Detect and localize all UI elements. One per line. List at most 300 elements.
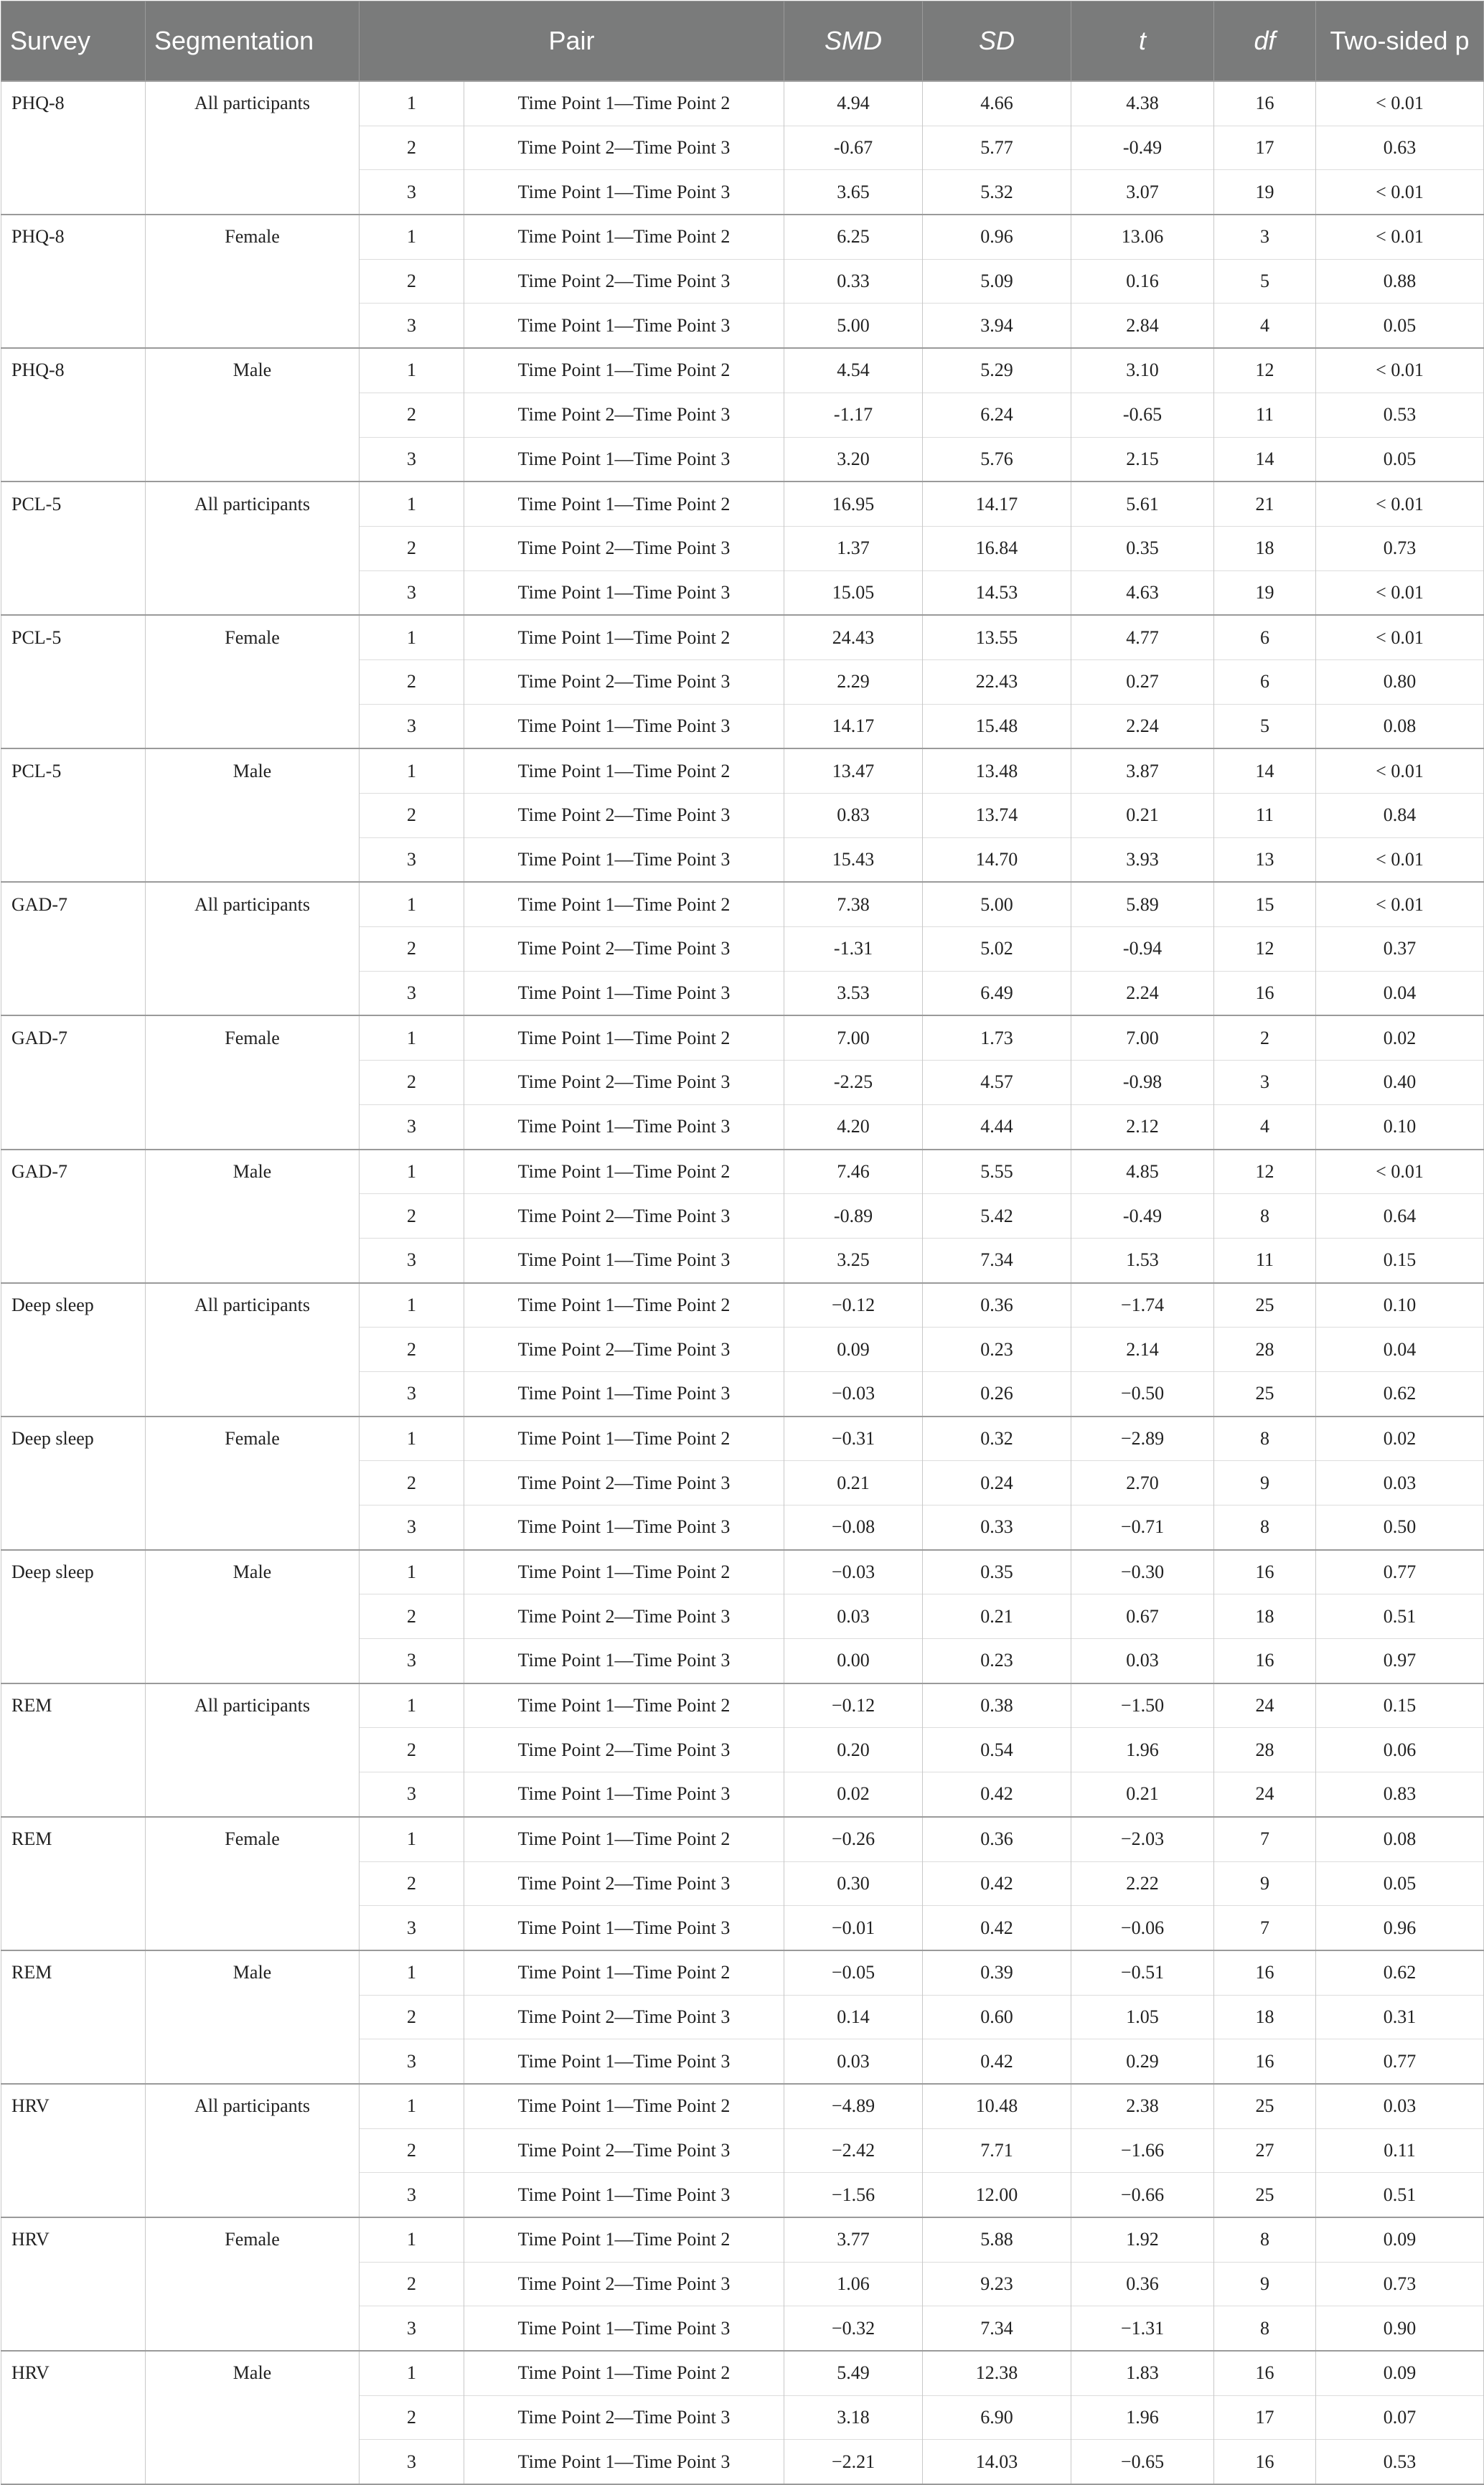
pair-number-cell: 2 <box>360 2128 464 2173</box>
pair-cell: Time Point 1—Time Point 3 <box>464 304 784 348</box>
survey-cell <box>1 437 146 482</box>
p-value-cell: 0.40 <box>1316 1061 1484 1105</box>
pair-number-cell: 3 <box>360 1505 464 1550</box>
pair-cell: Time Point 2—Time Point 3 <box>464 1728 784 1772</box>
table-row <box>1 2128 1484 2173</box>
pair-cell: Time Point 1—Time Point 3 <box>464 1639 784 1683</box>
t-cell: −0.65 <box>1071 2440 1214 2484</box>
p-value-cell: < 0.01 <box>1316 570 1484 615</box>
segmentation-cell: Female <box>146 1817 360 1861</box>
table-row <box>1 1772 1484 1817</box>
t-cell: −0.30 <box>1071 1550 1214 1594</box>
pair-cell: Time Point 2—Time Point 3 <box>464 2395 784 2440</box>
t-cell: 3.93 <box>1071 837 1214 882</box>
p-value-cell: 0.05 <box>1316 304 1484 348</box>
pair-number-cell: 2 <box>360 659 464 704</box>
pair-cell: Time Point 2—Time Point 3 <box>464 1594 784 1639</box>
pair-cell: Time Point 1—Time Point 2 <box>464 1683 784 1728</box>
pair-number-cell: 3 <box>360 1772 464 1817</box>
table-row <box>1 1550 1484 1594</box>
p-value-cell: 0.10 <box>1316 1283 1484 1328</box>
table-row <box>1 1104 1484 1149</box>
df-cell: 8 <box>1214 1505 1316 1550</box>
table-row <box>1 2395 1484 2440</box>
sd-cell: 5.02 <box>923 927 1071 972</box>
p-value-cell: 0.80 <box>1316 659 1484 704</box>
pair-cell: Time Point 1—Time Point 2 <box>464 1550 784 1594</box>
segmentation-cell <box>146 1061 360 1105</box>
df-cell: 16 <box>1214 2039 1316 2084</box>
header-sd: SD <box>923 1 1071 82</box>
pair-number-cell: 1 <box>360 81 464 126</box>
sd-cell: 5.29 <box>923 348 1071 393</box>
p-value-cell: 0.63 <box>1316 126 1484 170</box>
p-value-cell: 0.62 <box>1316 1371 1484 1416</box>
smd-cell: 0.03 <box>784 1594 923 1639</box>
p-value-cell: 0.73 <box>1316 526 1484 570</box>
survey-cell <box>1 1639 146 1683</box>
df-cell: 18 <box>1214 1995 1316 2039</box>
survey-cell <box>1 1371 146 1416</box>
pair-cell: Time Point 1—Time Point 2 <box>464 1950 784 1995</box>
pair-number-cell: 1 <box>360 348 464 393</box>
smd-cell: 0.33 <box>784 259 923 304</box>
smd-cell: −0.31 <box>784 1417 923 1461</box>
survey-cell: GAD-7 <box>1 1015 146 1060</box>
pair-number-cell: 2 <box>360 1328 464 1372</box>
t-cell: 1.92 <box>1071 2217 1214 2262</box>
t-cell: -0.49 <box>1071 126 1214 170</box>
segmentation-cell: All participants <box>146 482 360 526</box>
pair-cell: Time Point 2—Time Point 3 <box>464 659 784 704</box>
p-value-cell: < 0.01 <box>1316 215 1484 259</box>
pair-number-cell: 3 <box>360 1371 464 1416</box>
smd-cell: 5.49 <box>784 2351 923 2395</box>
pair-cell: Time Point 2—Time Point 3 <box>464 393 784 437</box>
t-cell: 0.27 <box>1071 659 1214 704</box>
survey-cell <box>1 1238 146 1282</box>
segmentation-cell <box>146 1194 360 1239</box>
survey-cell <box>1 659 146 704</box>
pair-number-cell: 2 <box>360 2262 464 2306</box>
segmentation-cell: All participants <box>146 1683 360 1728</box>
table-row <box>1 1238 1484 1282</box>
survey-cell <box>1 1061 146 1105</box>
sd-cell: 0.24 <box>923 1461 1071 1505</box>
t-cell: -0.49 <box>1071 1194 1214 1239</box>
survey-cell <box>1 393 146 437</box>
pair-number-cell: 3 <box>360 170 464 215</box>
smd-cell: −4.89 <box>784 2084 923 2128</box>
pair-number-cell: 1 <box>360 748 464 793</box>
smd-cell: 0.02 <box>784 1772 923 1817</box>
sd-cell: 0.32 <box>923 1417 1071 1461</box>
segmentation-cell <box>146 2128 360 2173</box>
segmentation-cell <box>146 1505 360 1550</box>
pair-number-cell: 3 <box>360 2039 464 2084</box>
header-segmentation: Segmentation <box>146 1 360 82</box>
df-cell: 9 <box>1214 1861 1316 1906</box>
pair-number-cell: 2 <box>360 126 464 170</box>
pair-number-cell: 1 <box>360 615 464 659</box>
segmentation-cell <box>146 659 360 704</box>
p-value-cell: 0.09 <box>1316 2217 1484 2262</box>
pair-number-cell: 2 <box>360 259 464 304</box>
sd-cell: 6.90 <box>923 2395 1071 2440</box>
sd-cell: 10.48 <box>923 2084 1071 2128</box>
survey-cell: PHQ-8 <box>1 348 146 393</box>
smd-cell: −0.12 <box>784 1683 923 1728</box>
t-cell: 0.29 <box>1071 2039 1214 2084</box>
pair-cell: Time Point 1—Time Point 2 <box>464 1283 784 1328</box>
survey-cell <box>1 971 146 1015</box>
t-cell: 2.24 <box>1071 971 1214 1015</box>
table-body <box>1 81 1484 2484</box>
p-value-cell: 0.53 <box>1316 393 1484 437</box>
t-cell: 5.89 <box>1071 882 1214 926</box>
sd-cell: 0.60 <box>923 1995 1071 2039</box>
df-cell: 28 <box>1214 1728 1316 1772</box>
pair-number-cell: 2 <box>360 393 464 437</box>
sd-cell: 13.74 <box>923 794 1071 838</box>
header-survey: Survey <box>1 1 146 82</box>
pair-number-cell: 3 <box>360 570 464 615</box>
header-p-label: Two-sided p <box>1330 26 1470 55</box>
table-row <box>1 126 1484 170</box>
smd-cell: 16.95 <box>784 482 923 526</box>
pair-cell: Time Point 1—Time Point 3 <box>464 1104 784 1149</box>
p-value-cell: 0.08 <box>1316 1817 1484 1861</box>
table-row <box>1 1371 1484 1416</box>
pair-cell: Time Point 1—Time Point 3 <box>464 1371 784 1416</box>
survey-cell: Deep sleep <box>1 1417 146 1461</box>
segmentation-cell <box>146 1995 360 2039</box>
segmentation-cell <box>146 304 360 348</box>
survey-cell: HRV <box>1 2084 146 2128</box>
segmentation-cell: Male <box>146 348 360 393</box>
smd-cell: 0.14 <box>784 1995 923 2039</box>
survey-cell <box>1 2440 146 2484</box>
table-row <box>1 2217 1484 2262</box>
smd-cell: 1.06 <box>784 2262 923 2306</box>
p-value-cell: 0.51 <box>1316 1594 1484 1639</box>
smd-cell: 4.54 <box>784 348 923 393</box>
sd-cell: 5.55 <box>923 1150 1071 1194</box>
sd-cell: 1.73 <box>923 1015 1071 1060</box>
pair-cell: Time Point 2—Time Point 3 <box>464 927 784 972</box>
t-cell: 1.83 <box>1071 2351 1214 2395</box>
segmentation-cell <box>146 2306 360 2351</box>
smd-cell: 14.17 <box>784 704 923 748</box>
smd-cell: −0.03 <box>784 1371 923 1416</box>
df-cell: 25 <box>1214 1371 1316 1416</box>
table-row <box>1 1505 1484 1550</box>
df-cell: 8 <box>1214 1194 1316 1239</box>
df-cell: 18 <box>1214 1594 1316 1639</box>
smd-cell: −0.05 <box>784 1950 923 1995</box>
sd-cell: 0.35 <box>923 1550 1071 1594</box>
segmentation-cell <box>146 1861 360 1906</box>
pair-number-cell: 2 <box>360 1728 464 1772</box>
smd-cell: −0.12 <box>784 1283 923 1328</box>
df-cell: 7 <box>1214 1817 1316 1861</box>
table-row <box>1 393 1484 437</box>
table-row <box>1 1283 1484 1328</box>
smd-cell: 0.30 <box>784 1861 923 1906</box>
df-cell: 6 <box>1214 615 1316 659</box>
smd-cell: −2.21 <box>784 2440 923 2484</box>
t-cell: 3.87 <box>1071 748 1214 793</box>
table-row <box>1 1594 1484 1639</box>
df-cell: 8 <box>1214 2306 1316 2351</box>
pair-number-cell: 1 <box>360 1817 464 1861</box>
df-cell: 24 <box>1214 1772 1316 1817</box>
p-value-cell: 0.09 <box>1316 2351 1484 2395</box>
pair-number-cell: 1 <box>360 1950 464 1995</box>
sd-cell: 0.96 <box>923 215 1071 259</box>
segmentation-cell: Male <box>146 1150 360 1194</box>
p-value-cell: 0.04 <box>1316 971 1484 1015</box>
pair-cell: Time Point 1—Time Point 3 <box>464 704 784 748</box>
survey-cell <box>1 1594 146 1639</box>
segmentation-cell <box>146 1772 360 1817</box>
t-cell: 0.16 <box>1071 259 1214 304</box>
segmentation-cell: Male <box>146 748 360 793</box>
sd-cell: 9.23 <box>923 2262 1071 2306</box>
pair-number-cell: 2 <box>360 927 464 972</box>
survey-cell <box>1 304 146 348</box>
sd-cell: 0.26 <box>923 1371 1071 1416</box>
table-row <box>1 215 1484 259</box>
survey-cell <box>1 2173 146 2217</box>
pair-number-cell: 2 <box>360 794 464 838</box>
segmentation-cell <box>146 837 360 882</box>
pair-number-cell: 3 <box>360 304 464 348</box>
t-cell: 0.21 <box>1071 794 1214 838</box>
pair-number-cell: 1 <box>360 1417 464 1461</box>
p-value-cell: < 0.01 <box>1316 1150 1484 1194</box>
survey-cell: HRV <box>1 2351 146 2395</box>
table-row <box>1 2084 1484 2128</box>
pair-number-cell: 3 <box>360 437 464 482</box>
sd-cell: 12.00 <box>923 2173 1071 2217</box>
pair-cell: Time Point 1—Time Point 2 <box>464 2084 784 2128</box>
t-cell: 1.96 <box>1071 1728 1214 1772</box>
segmentation-cell <box>146 1328 360 1372</box>
pair-number-cell: 2 <box>360 2395 464 2440</box>
smd-cell: -0.67 <box>784 126 923 170</box>
header-t: t <box>1071 1 1214 82</box>
t-cell: 1.05 <box>1071 1995 1214 2039</box>
pair-number-cell: 2 <box>360 1995 464 2039</box>
segmentation-cell: Male <box>146 2351 360 2395</box>
pair-number-cell: 2 <box>360 1861 464 1906</box>
df-cell: 6 <box>1214 659 1316 704</box>
table-row <box>1 1461 1484 1505</box>
df-cell: 17 <box>1214 2395 1316 2440</box>
survey-cell <box>1 526 146 570</box>
t-cell: −1.50 <box>1071 1683 1214 1728</box>
t-cell: 1.53 <box>1071 1238 1214 1282</box>
df-cell: 3 <box>1214 215 1316 259</box>
sd-cell: 14.03 <box>923 2440 1071 2484</box>
survey-cell: GAD-7 <box>1 882 146 926</box>
table-row <box>1 659 1484 704</box>
segmentation-cell <box>146 1238 360 1282</box>
t-cell: −1.74 <box>1071 1283 1214 1328</box>
survey-cell <box>1 794 146 838</box>
table-row <box>1 882 1484 926</box>
segmentation-cell <box>146 1906 360 1950</box>
segmentation-cell: Female <box>146 1417 360 1461</box>
pair-cell: Time Point 1—Time Point 2 <box>464 615 784 659</box>
survey-cell: REM <box>1 1817 146 1861</box>
sd-cell: 0.36 <box>923 1283 1071 1328</box>
t-cell: −1.66 <box>1071 2128 1214 2173</box>
segmentation-cell <box>146 2395 360 2440</box>
sd-cell: 7.34 <box>923 2306 1071 2351</box>
smd-cell: 0.00 <box>784 1639 923 1683</box>
survey-cell <box>1 2306 146 2351</box>
segmentation-cell <box>146 126 360 170</box>
p-value-cell: 0.15 <box>1316 1683 1484 1728</box>
t-cell: 2.12 <box>1071 1104 1214 1149</box>
table-row <box>1 526 1484 570</box>
sd-cell: 0.42 <box>923 1772 1071 1817</box>
segmentation-cell <box>146 927 360 972</box>
pair-number-cell: 1 <box>360 1150 464 1194</box>
smd-cell: 0.21 <box>784 1461 923 1505</box>
p-value-cell: 0.06 <box>1316 1728 1484 1772</box>
sd-cell: 6.49 <box>923 971 1071 1015</box>
table-row <box>1 1950 1484 1995</box>
survey-cell: PCL-5 <box>1 748 146 793</box>
sd-cell: 6.24 <box>923 393 1071 437</box>
df-cell: 21 <box>1214 482 1316 526</box>
p-value-cell: 0.97 <box>1316 1639 1484 1683</box>
sd-cell: 0.39 <box>923 1950 1071 1995</box>
t-cell: 4.77 <box>1071 615 1214 659</box>
smd-cell: 6.25 <box>784 215 923 259</box>
segmentation-cell <box>146 1594 360 1639</box>
pair-cell: Time Point 2—Time Point 3 <box>464 794 784 838</box>
pair-number-cell: 3 <box>360 2306 464 2351</box>
survey-cell <box>1 1104 146 1149</box>
smd-cell: 3.65 <box>784 170 923 215</box>
survey-cell <box>1 170 146 215</box>
segmentation-cell <box>146 1461 360 1505</box>
survey-cell: PCL-5 <box>1 482 146 526</box>
sd-cell: 5.76 <box>923 437 1071 482</box>
t-cell: 2.22 <box>1071 1861 1214 1906</box>
table-row <box>1 170 1484 215</box>
df-cell: 13 <box>1214 837 1316 882</box>
sd-cell: 15.48 <box>923 704 1071 748</box>
survey-cell <box>1 570 146 615</box>
df-cell: 11 <box>1214 1238 1316 1282</box>
p-value-cell: < 0.01 <box>1316 837 1484 882</box>
pair-cell: Time Point 1—Time Point 3 <box>464 971 784 1015</box>
pair-cell: Time Point 1—Time Point 2 <box>464 81 784 126</box>
p-value-cell: 0.64 <box>1316 1194 1484 1239</box>
df-cell: 8 <box>1214 1417 1316 1461</box>
t-cell: 2.38 <box>1071 2084 1214 2128</box>
survey-cell: REM <box>1 1950 146 1995</box>
t-cell: −0.50 <box>1071 1371 1214 1416</box>
p-value-cell: 0.11 <box>1316 2128 1484 2173</box>
pair-number-cell: 2 <box>360 1461 464 1505</box>
smd-cell: 7.00 <box>784 1015 923 1060</box>
smd-cell: 4.94 <box>784 81 923 126</box>
table-row <box>1 2173 1484 2217</box>
df-cell: 16 <box>1214 1550 1316 1594</box>
pair-number-cell: 2 <box>360 1194 464 1239</box>
df-cell: 8 <box>1214 2217 1316 2262</box>
survey-cell <box>1 1995 146 2039</box>
smd-cell: 3.20 <box>784 437 923 482</box>
segmentation-cell: All participants <box>146 81 360 126</box>
survey-cell <box>1 704 146 748</box>
p-value-cell: 0.31 <box>1316 1995 1484 2039</box>
table-row <box>1 304 1484 348</box>
sd-cell: 5.00 <box>923 882 1071 926</box>
smd-cell: −0.32 <box>784 2306 923 2351</box>
pair-cell: Time Point 2—Time Point 3 <box>464 1461 784 1505</box>
smd-cell: 0.03 <box>784 2039 923 2084</box>
segmentation-cell: Female <box>146 2217 360 2262</box>
sd-cell: 16.84 <box>923 526 1071 570</box>
smd-cell: 2.29 <box>784 659 923 704</box>
survey-cell: Deep sleep <box>1 1283 146 1328</box>
pair-cell: Time Point 2—Time Point 3 <box>464 1194 784 1239</box>
p-value-cell: < 0.01 <box>1316 170 1484 215</box>
t-cell: 2.15 <box>1071 437 1214 482</box>
smd-cell: 4.20 <box>784 1104 923 1149</box>
pair-number-cell: 3 <box>360 704 464 748</box>
p-value-cell: 0.02 <box>1316 1015 1484 1060</box>
smd-cell: −0.01 <box>784 1906 923 1950</box>
pair-cell: Time Point 2—Time Point 3 <box>464 1995 784 2039</box>
sd-cell: 7.34 <box>923 1238 1071 1282</box>
p-value-cell: 0.08 <box>1316 704 1484 748</box>
p-value-cell: 0.02 <box>1316 1417 1484 1461</box>
segmentation-cell <box>146 1728 360 1772</box>
segmentation-cell <box>146 971 360 1015</box>
t-cell: 3.10 <box>1071 348 1214 393</box>
p-value-cell: 0.77 <box>1316 1550 1484 1594</box>
pair-cell: Time Point 1—Time Point 2 <box>464 2217 784 2262</box>
segmentation-cell <box>146 2173 360 2217</box>
t-cell: 0.67 <box>1071 1594 1214 1639</box>
t-cell: 0.36 <box>1071 2262 1214 2306</box>
segmentation-cell <box>146 1371 360 1416</box>
pair-cell: Time Point 1—Time Point 2 <box>464 1417 784 1461</box>
p-value-cell: < 0.01 <box>1316 348 1484 393</box>
table-row <box>1 437 1484 482</box>
header-p <box>1316 1 1484 82</box>
smd-cell: −0.08 <box>784 1505 923 1550</box>
table-row <box>1 1328 1484 1372</box>
p-value-cell: 0.03 <box>1316 1461 1484 1505</box>
smd-cell: 7.38 <box>784 882 923 926</box>
p-value-cell: < 0.01 <box>1316 748 1484 793</box>
pair-cell: Time Point 1—Time Point 3 <box>464 2173 784 2217</box>
df-cell: 16 <box>1214 971 1316 1015</box>
sd-cell: 0.23 <box>923 1328 1071 1372</box>
table-row <box>1 348 1484 393</box>
pair-cell: Time Point 1—Time Point 3 <box>464 1906 784 1950</box>
pair-number-cell: 1 <box>360 1015 464 1060</box>
